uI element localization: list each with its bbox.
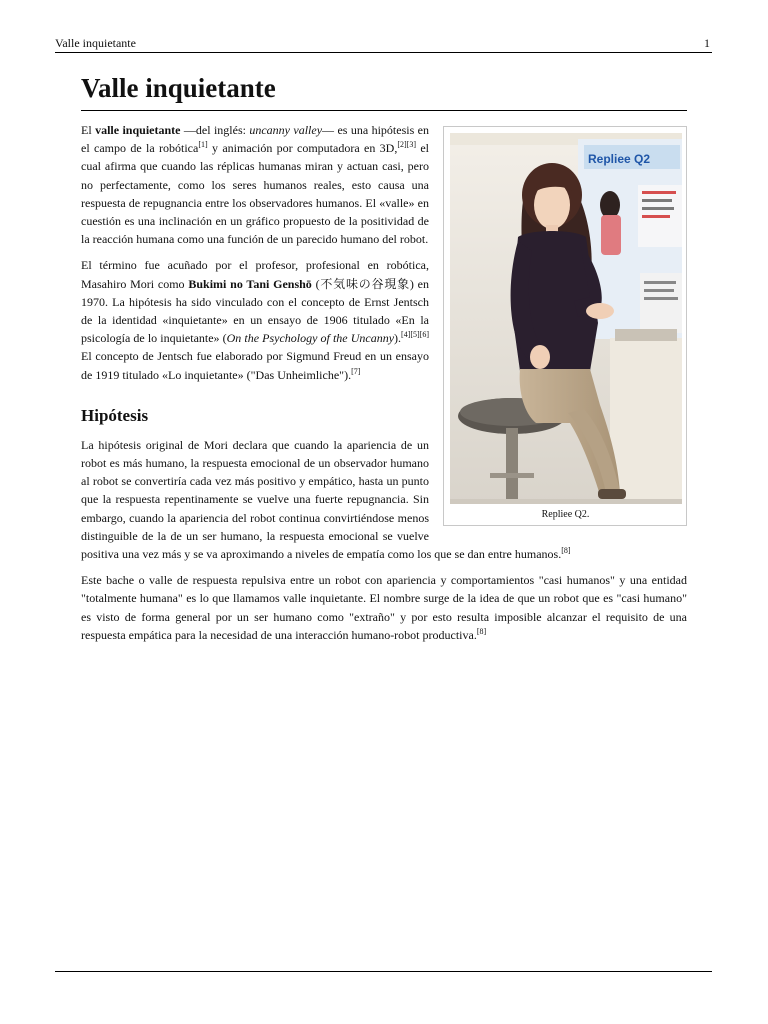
reference-link[interactable]: [1] bbox=[198, 140, 208, 150]
article bbox=[81, 70, 687, 652]
intro-paragraph-2: El término fue acuñado por el profesor, profesional en robótica, Masahiro Mori como Bukimi no Tani Genshō (不気味の谷現象) en 1970. La hipótesis ha sido vinculado con el concepto de Ernst Jentsch de la identidad «inquietante» en un ensayo de 1906 titulado «En la psicología de lo inquietante» (On the Psychology of the Uncanny).[4][5][6] El concepto de Jentsch fue elaborado por Sigmund Freud en un ensayo de 1919 titulado «Lo inquietante» ("Das Unheimliche").[7] bbox=[81, 258, 430, 382]
footer-rule bbox=[55, 971, 712, 972]
term-valle-inquietante: valle inquietante bbox=[95, 123, 181, 137]
figure-caption: Repliee Q2. bbox=[541, 509, 590, 520]
poster-title: Repliee Q2 bbox=[588, 152, 651, 166]
section-heading-hipotesis: Hipótesis bbox=[81, 405, 149, 425]
reference-link[interactable]: [7] bbox=[351, 366, 361, 376]
page-number: 1 bbox=[704, 36, 710, 50]
running-header bbox=[55, 36, 712, 53]
reference-link[interactable]: [8] bbox=[561, 546, 571, 556]
reference-link[interactable]: [4][5][6] bbox=[401, 330, 430, 340]
figure-repliee-q2 bbox=[443, 126, 687, 526]
article-body bbox=[81, 121, 687, 644]
reference-link[interactable]: [8] bbox=[476, 626, 487, 636]
hipotesis-paragraph-2: Este bache o valle de respuesta repulsiva entre un robot con apariencia y comportamientos "casi humanos" y una entidad "totalmente humana" es lo que llamamos valle inquietante. El nombre surge de la idea de que un robot que es "casi humano" es visto de forma general por un ser humano como "extraño" y por esto resulta imposible alcanzar el requisito de una respuesta empática para la necesidad de una interacción humano-robot productiva.[8] bbox=[81, 573, 687, 642]
term-uncanny-valley[interactable]: uncanny valley bbox=[249, 123, 323, 137]
reference-link[interactable]: [2][3] bbox=[397, 140, 416, 150]
intro-paragraph-1: El valle inquietante —del inglés: uncanny valley— es una hipótesis en el campo de la robótica[1] y animación por computadora en 3D,[2][3] el cual afirma que cuando las réplicas humanas miran y actuan casi, pero no perfectamente, como los seres humanos reales, esto causa una respuesta de repugnancia entre los observadores humanos. El «valle» en cuestión es una inclinación en un gráfico propuesto de la positividad de la reacción humana como una función de un parecido humano del robot. bbox=[81, 123, 429, 247]
work-title: On the Psychology of the Uncanny bbox=[226, 331, 395, 346]
robot-photo bbox=[450, 133, 682, 504]
running-header-title: Valle inquietante bbox=[55, 36, 136, 50]
term-bukimi-no-tani: Bukimi no Tani Genshō bbox=[188, 276, 312, 291]
article-title: Valle inquietante bbox=[81, 70, 687, 111]
hipotesis-paragraph-1: La hipótesis original de Mori declara que cuando la apariencia de un robot es más humano, la respuesta emocional de un observador humano al robot se convertiría cada vez más positivo y empático, hasta un punto que la respuesta repentinamente se vuelve una fuerte repugnancia. Sin embargo, cuando la apariencia del robot continua convirtiéndose menos distinguible de la de un ser humano, la respuesta emocional se vuelve positiva una vez más y se va aproximando a niveles de empatía como los que se dan entre humanos.[8] bbox=[81, 437, 571, 562]
